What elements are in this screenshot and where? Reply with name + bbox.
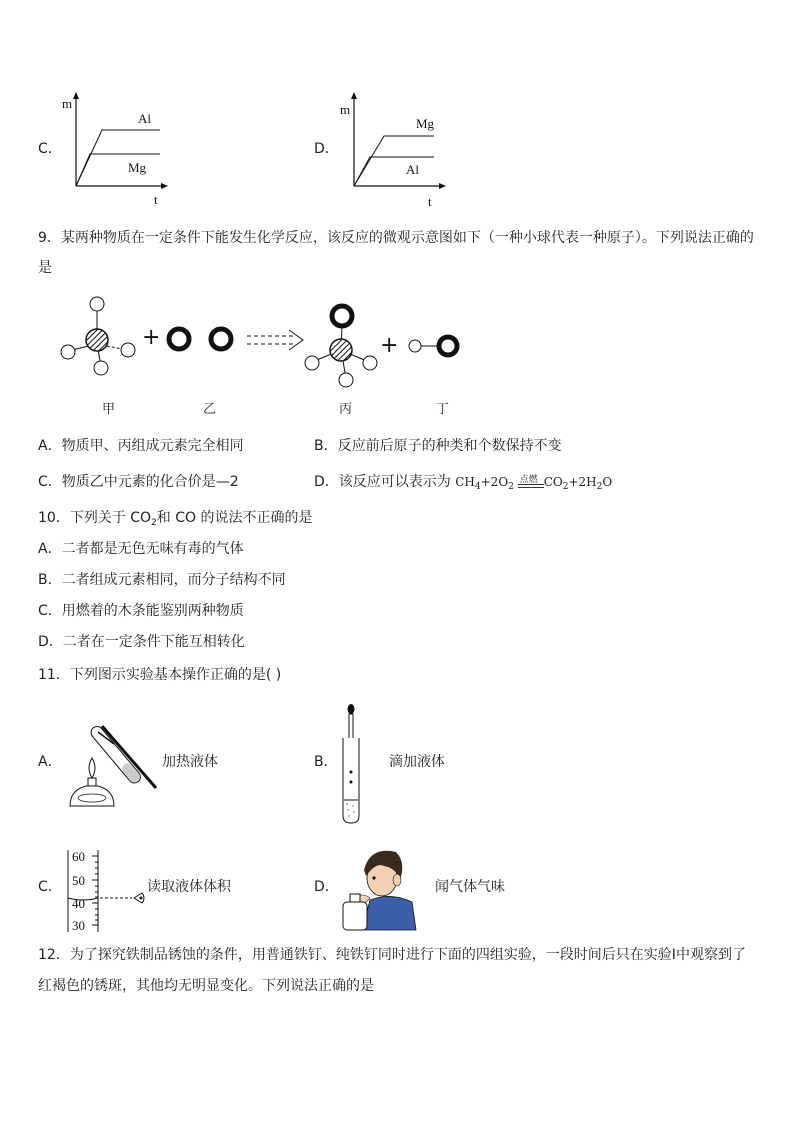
cylinder-tick-60: 60: [72, 849, 85, 864]
reaction-arrow: [247, 330, 303, 350]
molecule-bing: [305, 306, 377, 387]
label-yi: 乙: [203, 402, 217, 417]
q11-b-text: 滴加液体: [389, 754, 445, 770]
molecule-ding: [409, 337, 457, 355]
graph-d-upper-label: Mg: [416, 116, 435, 131]
graph-d-y-label: m: [340, 102, 351, 117]
q9-option-b: B．反应前后原子的种类和个数保持不变: [314, 438, 562, 454]
heating-liquid-illustration: [62, 716, 162, 816]
label-bing: 丙: [339, 402, 353, 417]
chemical-equation: $CH_4+2O_2$ 点燃 $CO_2+2H_2O$: [455, 474, 613, 492]
q10-option-d: D．二者在一定条件下能互相转化: [38, 634, 245, 650]
reaction-diagram: [55, 292, 495, 392]
graph-c-upper-label: Al: [138, 111, 151, 126]
q11-stem: 11．下列图示实验基本操作正确的是( ): [38, 667, 282, 683]
dropper-illustration: [338, 702, 368, 827]
atom-yi-1: [169, 329, 189, 349]
option-c-letter: C．: [38, 141, 62, 157]
q9-stem-line1: 9．某两种物质在一定条件下能发生化学反应，该反应的微观示意图如下（一种小球代表一种原子）。下列说法正确的: [38, 230, 754, 246]
q12-line1: 12．为了探究铁制品锈蚀的条件，用普通铁钉、纯铁钉同时进行下面的四组实验，一段时间后只在实验Ⅰ中观察到了: [38, 947, 746, 963]
q9-option-c: C．物质乙中元素的化合价是—2: [38, 474, 239, 490]
molecule-jia: [61, 297, 135, 375]
q11-c-letter: C．: [38, 879, 62, 895]
q9-option-a: A．物质甲、丙组成元素完全相同: [38, 438, 244, 454]
label-jia: 甲: [102, 402, 116, 417]
cylinder-tick-40: 40: [72, 896, 85, 911]
graph-c: [60, 90, 170, 210]
graph-d: [338, 90, 448, 210]
plus-sign-2: +: [380, 333, 399, 358]
graph-c-y-label: m: [62, 96, 73, 111]
q11-d-letter: D．: [314, 879, 339, 895]
measuring-cylinder-illustration: [62, 846, 152, 936]
q11-d-text: 闻气体气味: [435, 879, 505, 895]
q12-line2: 红褐色的锈斑，其他均无明显变化。下列说法正确的是: [38, 978, 374, 994]
q11-b-letter: B．: [314, 754, 338, 770]
reaction-condition: 点燃: [518, 476, 544, 490]
q11-a-text: 加热液体: [162, 754, 218, 770]
q10-option-b: B．二者组成元素相同，而分子结构不同: [38, 572, 286, 588]
q10-option-a: A．二者都是无色无味有毒的气体: [38, 541, 244, 557]
q9-option-d-prefix: D．该反应可以表示为: [314, 474, 451, 490]
atom-yi-2: [211, 329, 231, 349]
graph-d-x-label: t: [428, 194, 432, 209]
q10-option-c: C．用燃着的木条能鉴别两种物质: [38, 603, 244, 619]
plus-sign-1: +: [142, 325, 161, 350]
smelling-gas-illustration: [340, 840, 420, 930]
q9-option-d: [314, 472, 612, 494]
graph-d-lower-label: Al: [406, 162, 419, 177]
q11-a-letter: A．: [38, 754, 62, 770]
cylinder-tick-30: 30: [72, 918, 85, 933]
q10-stem: 10．下列关于 $CO_2$和 CO 的说法不正确的是: [38, 510, 313, 528]
option-d-letter: D．: [314, 141, 339, 157]
graph-c-lower-label: Mg: [128, 160, 147, 175]
q9-stem-line2: 是: [38, 260, 52, 276]
label-ding: 丁: [436, 402, 450, 417]
graph-c-x-label: t: [154, 192, 158, 207]
q11-c-text: 读取液体体积: [147, 879, 231, 895]
cylinder-tick-50: 50: [72, 873, 85, 888]
